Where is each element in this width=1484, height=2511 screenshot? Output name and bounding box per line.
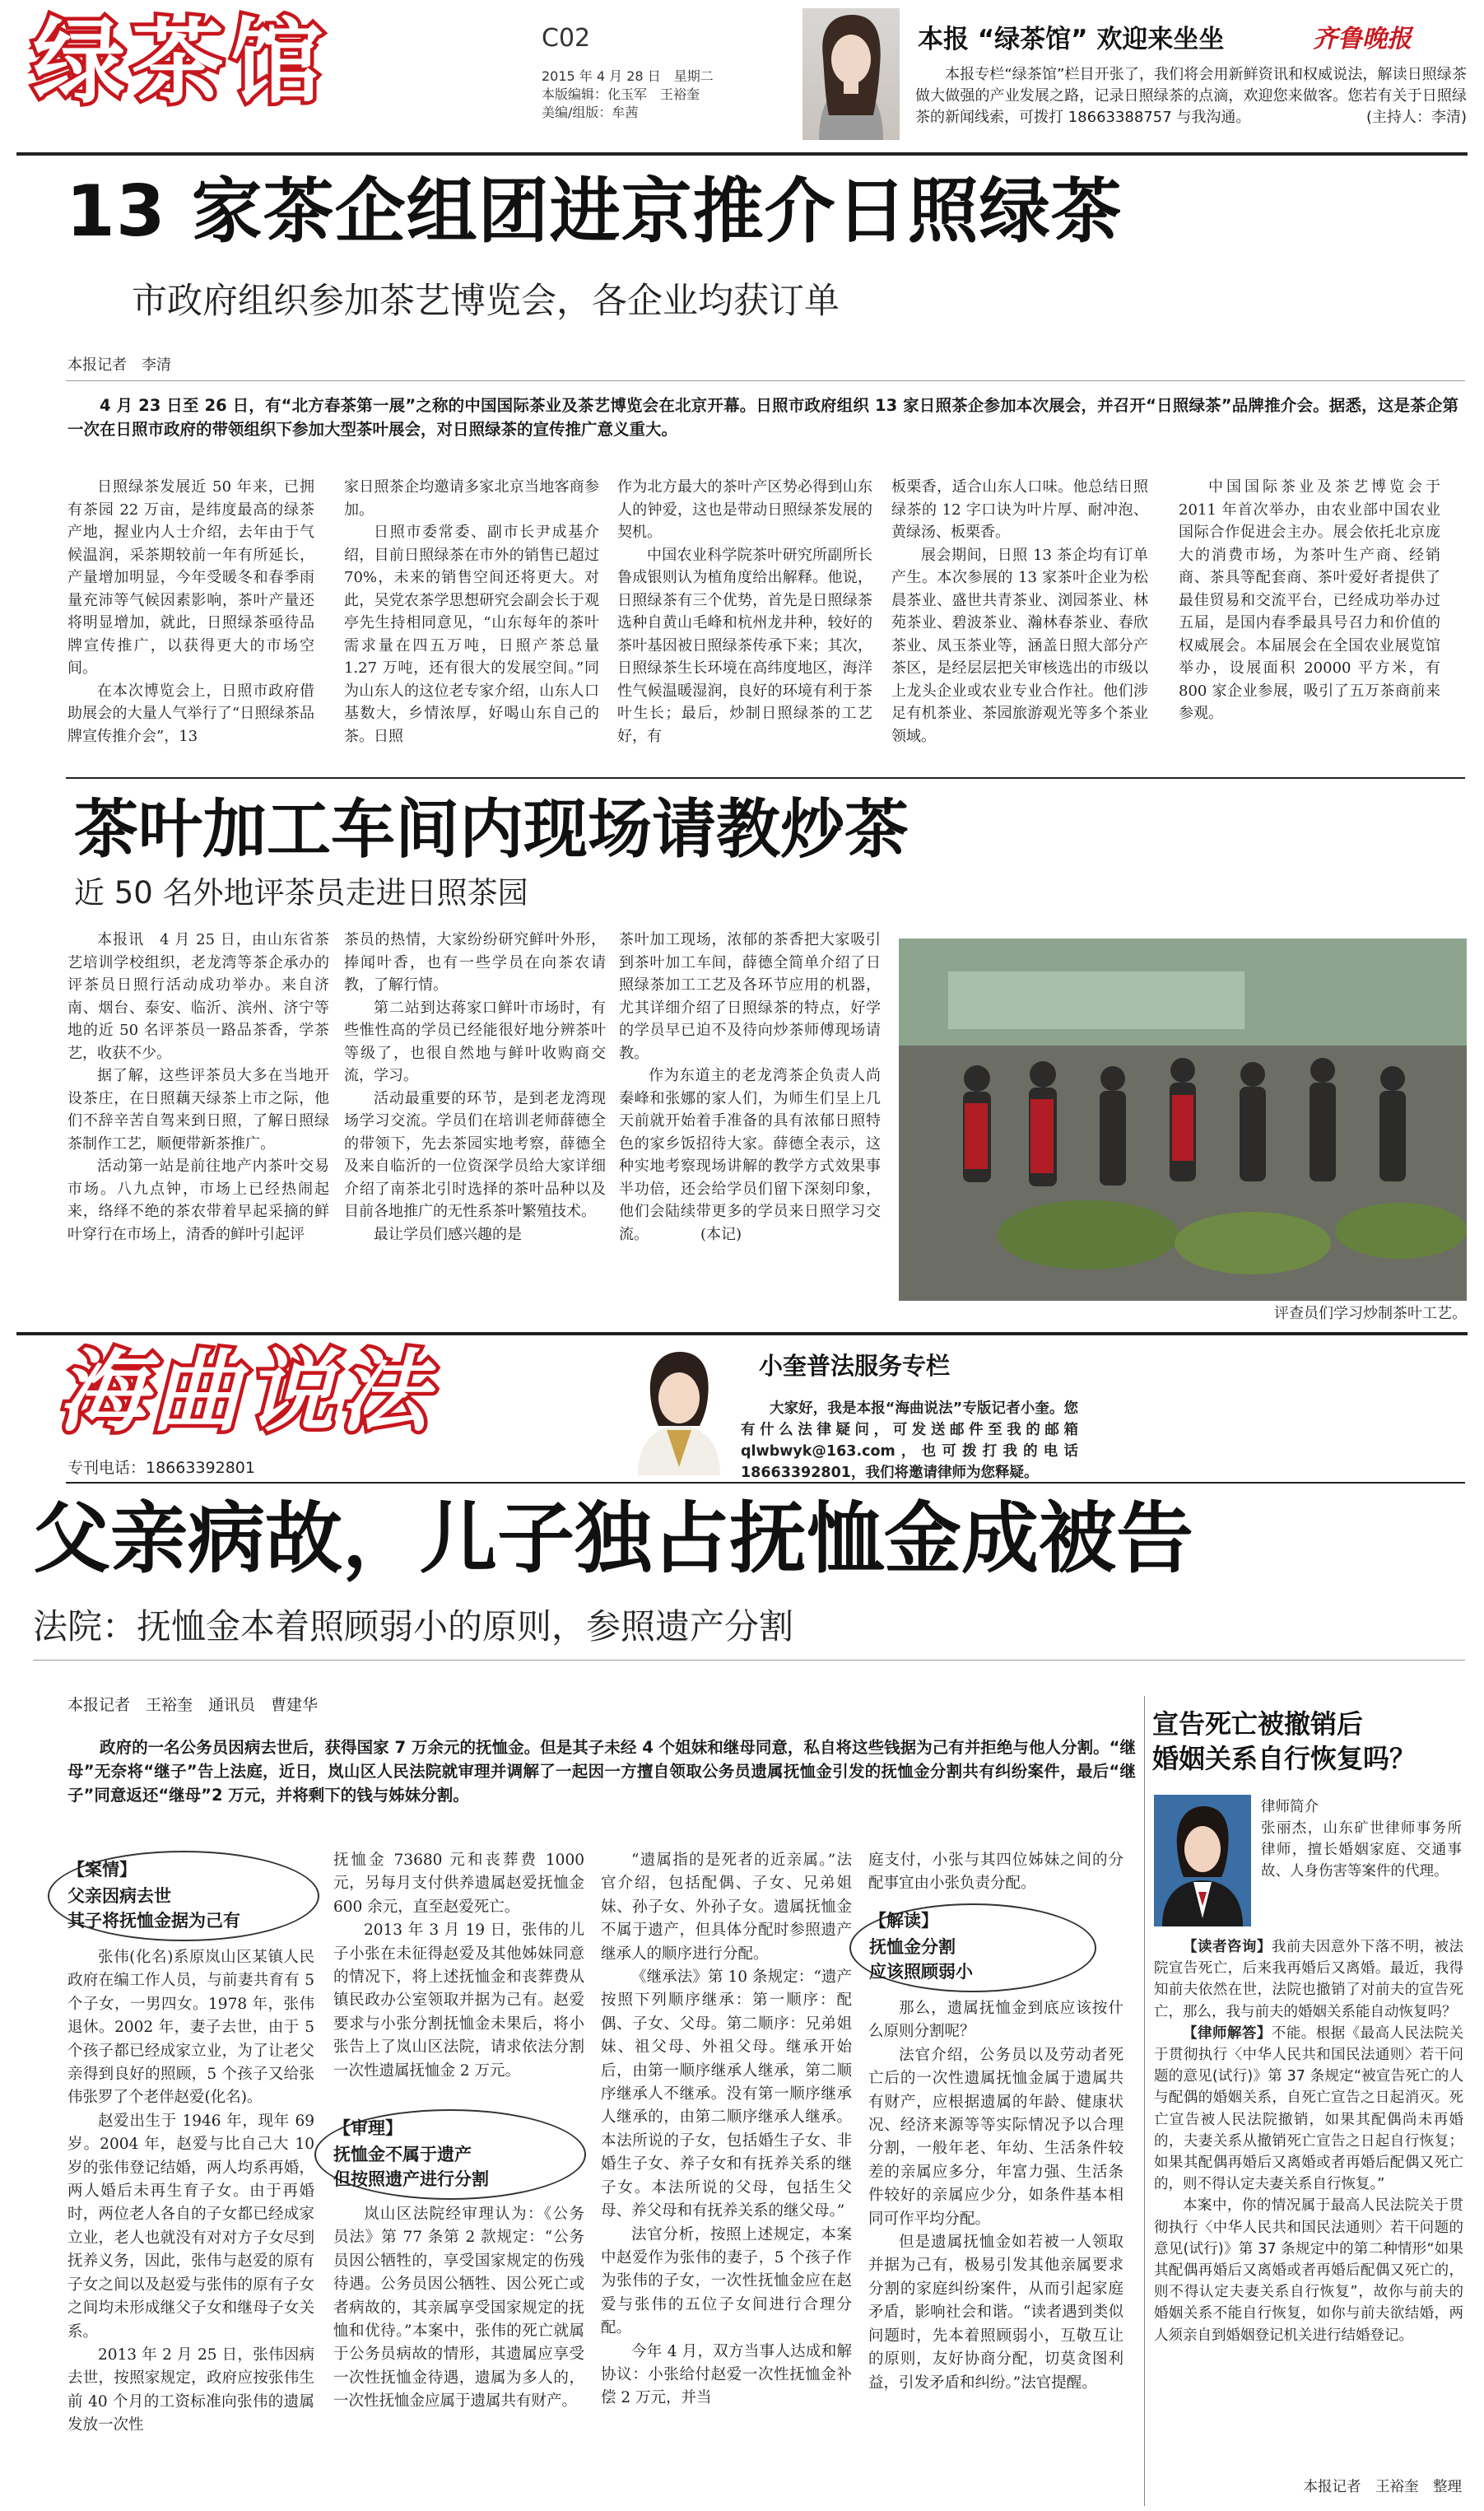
explain-heading-line-2: 应该照顾弱小 [869, 1962, 973, 1982]
tea-workshop-photo [899, 939, 1467, 1301]
story3-col-4-para-1: 庭支付，小张与其四位姊妹之间的分配事宜由小张负责分配。 [868, 1852, 1123, 1893]
sidebar-answer-para [1154, 2023, 1463, 2196]
story3-col-2-top [333, 1849, 584, 2106]
trial-heading-line-2: 但按照遗产进行分割 [333, 2169, 489, 2189]
question-tag: 【读者咨询】 [1183, 1939, 1272, 1955]
story1-headline: 13 家茶企组团进京推介日照绿茶 [66, 170, 1123, 253]
story2-col-2-para-2: 第二站到达蒋家口鲜叶市场时，有些惟性高的学员已经能很好地分辨茶叶等级了，也很自然地与鲜叶收购商交流，学习。 [344, 999, 606, 1084]
lawyer-portrait [1154, 1795, 1251, 1926]
story2-col-2-para-1: 茶员的热情，大家纷纷研究鲜叶外形，捧闻叶香，也有一些学员在向茶农请教，了解行情。 [344, 931, 606, 994]
case-tag: 【案情】 [67, 1860, 137, 1880]
story2-col-1-para-1: 本报讯 4 月 25 日，由山东省茶艺培训学校组织，老龙湾等茶企承办的评茶员日照行活动成功举办。来自济南、烟台、泰安、临沂、滨州、济宁等地的近 50 名评茶员一路品茶香，学茶艺，收获不少。 [67, 931, 329, 1062]
page-number: C02 [542, 24, 591, 53]
story3-col-4-para-4: 但是遗属抚恤金如若被一人领取并据为己有，极易引发其他亲属要求分割的家庭纠纷案件，从而引起家庭矛盾，影响社会和谐。“读者遇到类似问题时，先本着照顾弱小，互敬互让的原则，友好协商分配，切莫贪图利益，引发矛盾和纠纷。”法官提醒。 [868, 2234, 1123, 2392]
story2-col-2-para-3: 活动最重要的环节，是到老龙湾现场学习交流。学员们在培训老师薛德全的带领下，先去茶园实地考察，薛德全及来自临沂的一位资深学员给大家详细介绍了南茶北引时选择的茶叶品种以及目前各地推广的无性系茶叶繁殖技术。 [344, 1089, 606, 1220]
trial-tag: 【审理】 [333, 2118, 402, 2138]
story1-col-4-para-1: 板栗香，适合山东人口味。他总结日照绿茶的 12 字口诀为叶片厚、耐冲泡、黄绿汤、板栗香。 [891, 478, 1148, 541]
photo-caption: 评查员们学习炒制茶叶工艺。 [1274, 1305, 1467, 1322]
story1-byline-rule [66, 380, 1465, 381]
column-intro [915, 64, 1467, 128]
story3-col-2-para-2: 2013 年 3 月 19 日，张伟的儿子小张在未征得赵爱及其他姊妹同意的情况下，将上述抚恤金和丧葬费从镇民政办公室领取并据为己有。赵爱要求与小张分割抚恤金未果后，将小张告上了岚山区法院，请求依法分割一次性遗属抚恤金 2 万元。 [333, 1922, 584, 2080]
story2-col-3-para-1: 茶叶加工现场，浓郁的茶香把大家吸引到茶叶加工车间，薛德全简单介绍了日照绿茶加工工艺及各环节应用的机器，尤其详细介绍了日照绿茶的特点，好学的学员早已迫不及待向炒茶师傅现场请教。 [619, 931, 881, 1062]
story3-col-3-para-1: “遗属指的是死者的近亲属。”法官介绍，包括配偶、子女、兄弟姐妹、孙子女、外孙子女。遗属抚恤金不属于遗产，但具体分配时参照遗产继承人的顺序进行分配。 [601, 1852, 852, 1963]
story2-col-3 [619, 929, 881, 1321]
law-column-title: 小奎普法服务专栏 [759, 1352, 951, 1380]
story3-col-2-para-1: 抚恤金 73680 元和丧葬费 1000 元，另每月支付供养遗属赵爱抚恤金 600 余元，直至赵爱死亡。 [333, 1852, 584, 1916]
story1-col-3-para-2: 中国农业科学院茶叶研究所副所长鲁成银则认为植角度给出解释。他说，日照绿茶有三个优势，首先是日照绿茶选种自黄山毛峰和杭州龙井种，较好的茶叶基因被日照绿茶传承下来；其次，日照绿茶生长环境在高纬度地区，海洋性气候温暖湿润，良好的环境有利于茶叶生长；最后，炒制日照绿茶的工艺好，有 [617, 546, 872, 745]
story3-col-4-bottom [868, 1997, 1123, 2503]
case-heading-line-2: 其子将抚恤金据为己有 [67, 1911, 240, 1931]
sidebar-title-1: 宣告死亡被撤销后 [1152, 1708, 1364, 1740]
explain-tag: 【解读】 [869, 1911, 938, 1931]
story3-lead: 政府的一名公务员因病去世后，获得国家 7 万余元的抚恤金。但是其子未经 4 个姐妹和继母同意，私自将这些钱据为己有并拒绝与他人分割。“继母”无奈将“继子”告上法庭，近日，岚山区人民法院就审理并调解了一起因一方擅自领取公务员遗属抚恤金引发的抚恤金分割共有纠纷案件，最后“继子”同意返还“继母”2 万元，并将剩下的钱与姊妹分割。 [67, 1738, 1136, 1805]
story2-col-3-para-2: 作为东道主的老龙湾茶企负责人尚秦峰和张娜的家人们，为师生们呈上几天前就开始着手准备的具有浓郁日照特色的家乡饭招待大家。薛德全表示，这种实地考察现场讲解的教学方式效果事半功倍，还会给学员们留下深刻印象，他们会陆续带更多的学员来日照学习交流。 (本记) [619, 1067, 881, 1243]
top-rule-thick [16, 152, 1468, 156]
lawyer-intro-title: 律师简介 [1261, 1799, 1319, 1815]
story1-col-4-para-2: 展会期间，日照 13 茶企均有订单产生。本次参展的 13 家茶叶企业为松晨茶业、盛世共青茶业、浏园茶业、林苑茶业、碧波茶业、瀚林春茶业、春欣茶业、凤玉茶业等，涵盖日照大部分产茶区，是经层层把关审核选出的市级以上龙头企业或农业专业合作社。他们涉足有机茶业、茶园旅游观光等多个茶业领域。 [891, 546, 1148, 745]
trial-heading-line-1: 抚恤金不属于遗产 [333, 2145, 472, 2164]
story2-subhead: 近 50 名外地评茶员走进日照茶园 [74, 875, 528, 911]
host-name: (主持人：李清) [1365, 109, 1467, 126]
host-portrait [802, 8, 900, 140]
reporter-portrait [626, 1344, 733, 1475]
paper-logo: 齐鲁晚报 [1313, 25, 1412, 54]
story3-byline: 本报记者 王裕奎 通讯员 曹建华 [67, 1696, 319, 1714]
issue-date: 2015 年 4 月 28 日 星期二 [542, 68, 714, 84]
sidebar-question-para [1154, 1936, 1463, 2023]
question-text: 我前夫因意外下落不明，被法院宣告死亡，后来我再婚后又离婚。最近，我得知前夫依然在世，法院也撤销了对前夫的宣告死亡，那么，我与前夫的婚姻关系能自动恢复吗？ [1154, 1939, 1463, 2020]
story1-byline: 本报记者 李清 [67, 356, 171, 374]
law-section-logo [58, 1340, 617, 1446]
story1-col-1-para-2: 在本次博览会上，日照市政府借助展会的大量人气举行了“日照绿茶品牌宣传推介会”，13 [67, 682, 314, 745]
story1-bottom-rule [66, 777, 1465, 779]
explain-heading-line-1: 抚恤金分割 [869, 1937, 956, 1957]
story3-col-3 [601, 1849, 852, 2503]
case-heading-line-1: 父亲因病去世 [67, 1886, 171, 1906]
story2-col-1-para-2: 据了解，这些评茶员大多在当地开设茶庄，在日照藕天绿茶上市之际，他们不辞辛苦自驾来到日照，了解日照绿茶制作工艺，顺便带新茶推广。 [67, 1067, 329, 1153]
story2-col-1-para-3: 活动第一站是前往地产内茶叶交易市场。八九点钟，市场上已经热闹起来，络绎不绝的茶农带着早起采摘的鲜叶穿行在市场上，清香的鲜叶引起评 [67, 1158, 329, 1243]
story3-col-3-para-4: 今年 4 月，双方当事人达成和解协议：小张给付赵爱一次性抚恤金补偿 2 万元，并当 [601, 2342, 852, 2407]
story1-col-3-para-1: 作为北方最大的茶叶产区势必得到山东人的钟爱，这也是带动日照绿茶发展的契机。 [617, 478, 872, 541]
answer-text: 不能。根据《最高人民法院关于贯彻执行〈中华人民共和国民法通则〉若干问题的意见(试行)》第 37 条规定“被宣告死亡的人与配偶的婚姻关系，自死亡宣告之日起消灭。死亡宣告被人民法院撤销，如果其配偶尚未再婚的，夫妻关系从撤销死亡宣告之日起自行恢复；如果其配偶再婚后又离婚或者再婚后配偶又死亡的，则不得认定夫妻关系自行恢复。” [1154, 2024, 1463, 2193]
sidebar-title-2: 婚姻关系自行恢复吗？ [1152, 1743, 1417, 1774]
sidebar-signature: 本报记者 王裕奎 整理 [1303, 2479, 1462, 2495]
story1-subhead: 市政府组织参加茶艺博览会，各企业均获订单 [132, 281, 840, 322]
story3-col-2-bottom [333, 2203, 584, 2503]
story2-col-2-para-4: 最让学员们感兴趣的是 [374, 1225, 522, 1243]
story3-headline: 父亲病故，儿子独占抚恤金成被告 [33, 1494, 1194, 1584]
story3-subhead-rule [33, 1660, 1465, 1661]
story3-col-2-para-3: 岚山区法院经审理认为：《公务员法》第 77 条第 2 款规定：“公务员因公牺牲的，享受国家规定的伤残待遇。公务员因公牺牲、因公死亡或者病故的，其亲属享受国家规定的抚恤和优待。”本案中，张伟的死亡就属于公务员病故的情形，其遗属应享受一次性抚恤金待遇，遗属为多人的，一次性抚恤金应属于遗属共有财产。 [333, 2206, 584, 2411]
law-header-rule [66, 1482, 1465, 1484]
story3-col-3-para-2: 《继承法》第 10 条规定：“遗产按照下列顺序继承：第一顺序：配偶、子女、父母。第二顺序：兄弟姐妹、祖父母、外祖父母。继承开始后，由第一顺序继承人继承，第二顺序继承人不继承。没有第一顺序继承人继承的，由第二顺序继承人继承。本法所说的子女，包括婚生子女、非婚生子女、养子女和有抚养关系的继子女。本法所说的父母，包括生父母、养父母和有抚养关系的继父母。” [601, 1968, 852, 2220]
column-title: 本报 “绿茶馆” 欢迎来坐坐 [918, 25, 1225, 54]
story1-col-1 [67, 476, 314, 764]
story2-headline: 茶叶加工车间内现场请教炒茶 [74, 793, 909, 867]
story1-col-2-para-1: 家日照茶企均邀请多家北京当地客商参加。 [344, 478, 599, 519]
story3-subhead: 法院：抚恤金本着照顾弱小的原则，参照遗产分割 [33, 1606, 794, 1647]
law-hotline: 专刊电话：18663392801 [67, 1459, 255, 1477]
sidebar-qa [1154, 1936, 1463, 2463]
story3-col-4-top [868, 1849, 1123, 1900]
story3-col-4-para-3: 法官介绍，公务员以及劳动者死亡后的一次性遗属抚恤金属于遗属共有财产，应根据遗属的年龄、健康状况、经济来源等等实际情况予以合理分割，一般年老、年幼、生活条件较差的亲属应多分，年富力强、生活条件较好的亲属应少分，如条件基本相同可作平均分配。 [868, 2046, 1123, 2228]
story1-col-2 [344, 476, 599, 764]
story1-col-5-para-1: 中国国际茶业及茶艺博览会于 2011 年首次举办，由农业部中国农业国际合作促进会主办。展会依托北京庞大的消费市场，为茶叶生产商、经销商、茶具等配套商、茶叶爱好者提供了最佳贸易和交流平台，已经成功举办过五届，是国内春季最具号召力和价值的权威展会。本届展会在全国农业展览馆举办，设展面积 20000 平方米，有 800 家企业参展，吸引了五万茶商前来参观。 [1179, 478, 1440, 722]
story3-col-1-para-3: 2013 年 2 月 25 日，张伟因病去世，按照家规定，政府应按张伟生前 40 个月的工资标准向张伟的遗属发放一次性 [67, 2346, 314, 2434]
story2-col-1 [67, 929, 329, 1321]
section-logo [33, 9, 527, 116]
story1-col-2-para-2: 日照市委常委、副市长尹成基介绍，目前日照绿茶在市外的销售已超过 70%，未来的销售空间还将更大。对此，吴党农茶学思想研究会副会长于观亭先生持相同意见，“山东每年的茶叶需求量在四五万吨，日照产茶总量 1.27 万吨，还有很大的发展空间。”同为山东人的这位老专家介绍，山东人口基数大，乡情浓厚，好喝山东自己的茶。日照 [344, 524, 599, 745]
story3-col-4-para-2: 那么，遗属抚恤金到底应该按什么原则分割呢？ [868, 2000, 1123, 2041]
section-logo-text: 绿茶馆 [33, 9, 329, 116]
story3-col-1-para-1: 张伟(化名)系原岚山区某镇人民政府在编工作人员，与前妻共育有 5 个子女，一男四女。1978 年，张伟退休。2002 年，妻子去世，由于 5 个孩子都已经成家立业，为了让老父亲得到良好的照顾，5 个孩子又给张伟张罗了个老伴赵爱(化名)。 [67, 1949, 314, 2107]
page-editor: 本版编辑：化玉军 王裕奎 [542, 86, 700, 102]
answer-tag: 【律师解答】 [1183, 2024, 1272, 2042]
story1-col-3 [617, 476, 872, 764]
lawyer-intro: 张丽杰，山东矿世律师事务所律师，擅长婚姻家庭、交通事故、人身伤害等案件的代理。 [1261, 1820, 1462, 1880]
law-section-logo-text: 海曲说法 [58, 1341, 434, 1444]
law-column-intro: 大家好，我是本报“海曲说法”专版记者小奎。您有什么法律疑问，可发送邮件至我的邮箱 qlwbwyk@163.com，也可拨打我的电话 18663392801，我们将邀请律师为您释疑。 [741, 1400, 1078, 1481]
page-design: 美编/组版：牟茜 [542, 105, 639, 120]
column-intro-text: 本报专栏“绿茶馆”栏目开张了，我们将会用新鲜资讯和权威说法，解读日照绿茶做大做强的产业发展之路，记录日照绿茶的点滴，欢迎您来做客。您若有关于日照绿茶的新闻线索，可拨打 18663388757 与我沟通。 [915, 66, 1467, 126]
story1-col-4 [891, 476, 1148, 764]
story1-col-1-para-1: 日照绿茶发展近 50 年来，已拥有茶园 22 万亩，是纬度最高的绿茶产地，握业内人士介绍，去年由于气候温润，采茶期较前一年有所延长，产量增加明显，今年受暖冬和春季雨量充沛等气候因素影响，茶叶产量还将明显增加，就此，日照绿茶亟待品牌宣传推广，以获得更大的市场空间。 [67, 478, 314, 677]
sidebar-answer-para-2: 本案中，你的情况属于最高人民法院关于贯彻执行〈中华人民共和国民法通则〉若干问题的意见(试行)》第 37 条规定中的第二种情形“如果其配偶再婚后又离婚或者再婚后配偶又死亡的，则不得认定夫妻关系自行恢复”，故你与前夫的婚姻关系不能自行恢复，如你与前夫欲结婚，两人须亲自到婚姻登记机关进行结婚登记。 [1154, 2197, 1463, 2344]
story3-col-3-para-3: 法官分析，按照上述规定，本案中赵爱作为张伟的妻子，5 个孩子作为张伟的子女，一次性抚恤金应在赵爱与张伟的五位子女间进行合理分配。 [601, 2225, 852, 2337]
story2-col-2 [344, 929, 606, 1321]
story3-col-1-para-2: 赵爱出生于 1946 年，现年 69 岁。2004 年，赵爱与比自己大 10 岁的张伟登记结婚，两人均系再婚，两人婚后未再生育子女。由于再婚时，两位老人各自的子女都已经成家立业，老人也就没有对对方子女尽到抚养义务，因此，张伟与赵爱的原有子女之间以及赵爱与张伟的原有子女之间均未形成继父子女和继母子女关系。 [67, 2112, 314, 2341]
story1-lead: 4 月 23 日至 26 日，有“北方春茶第一展”之称的中国国际茶业及茶艺博览会在北京开幕。日照市政府组织 13 家日照茶企参加本次展会，并召开“日照绿茶”品牌推介会。据悉，这是茶企第一次在日照市政府的带领组织下参加大型茶叶展会，对日照绿茶的宣传推广意义重大。 [67, 396, 1458, 439]
story1-col-5 [1179, 476, 1440, 764]
section-divider [16, 1332, 1468, 1335]
story3-col-1 [67, 1946, 314, 2503]
